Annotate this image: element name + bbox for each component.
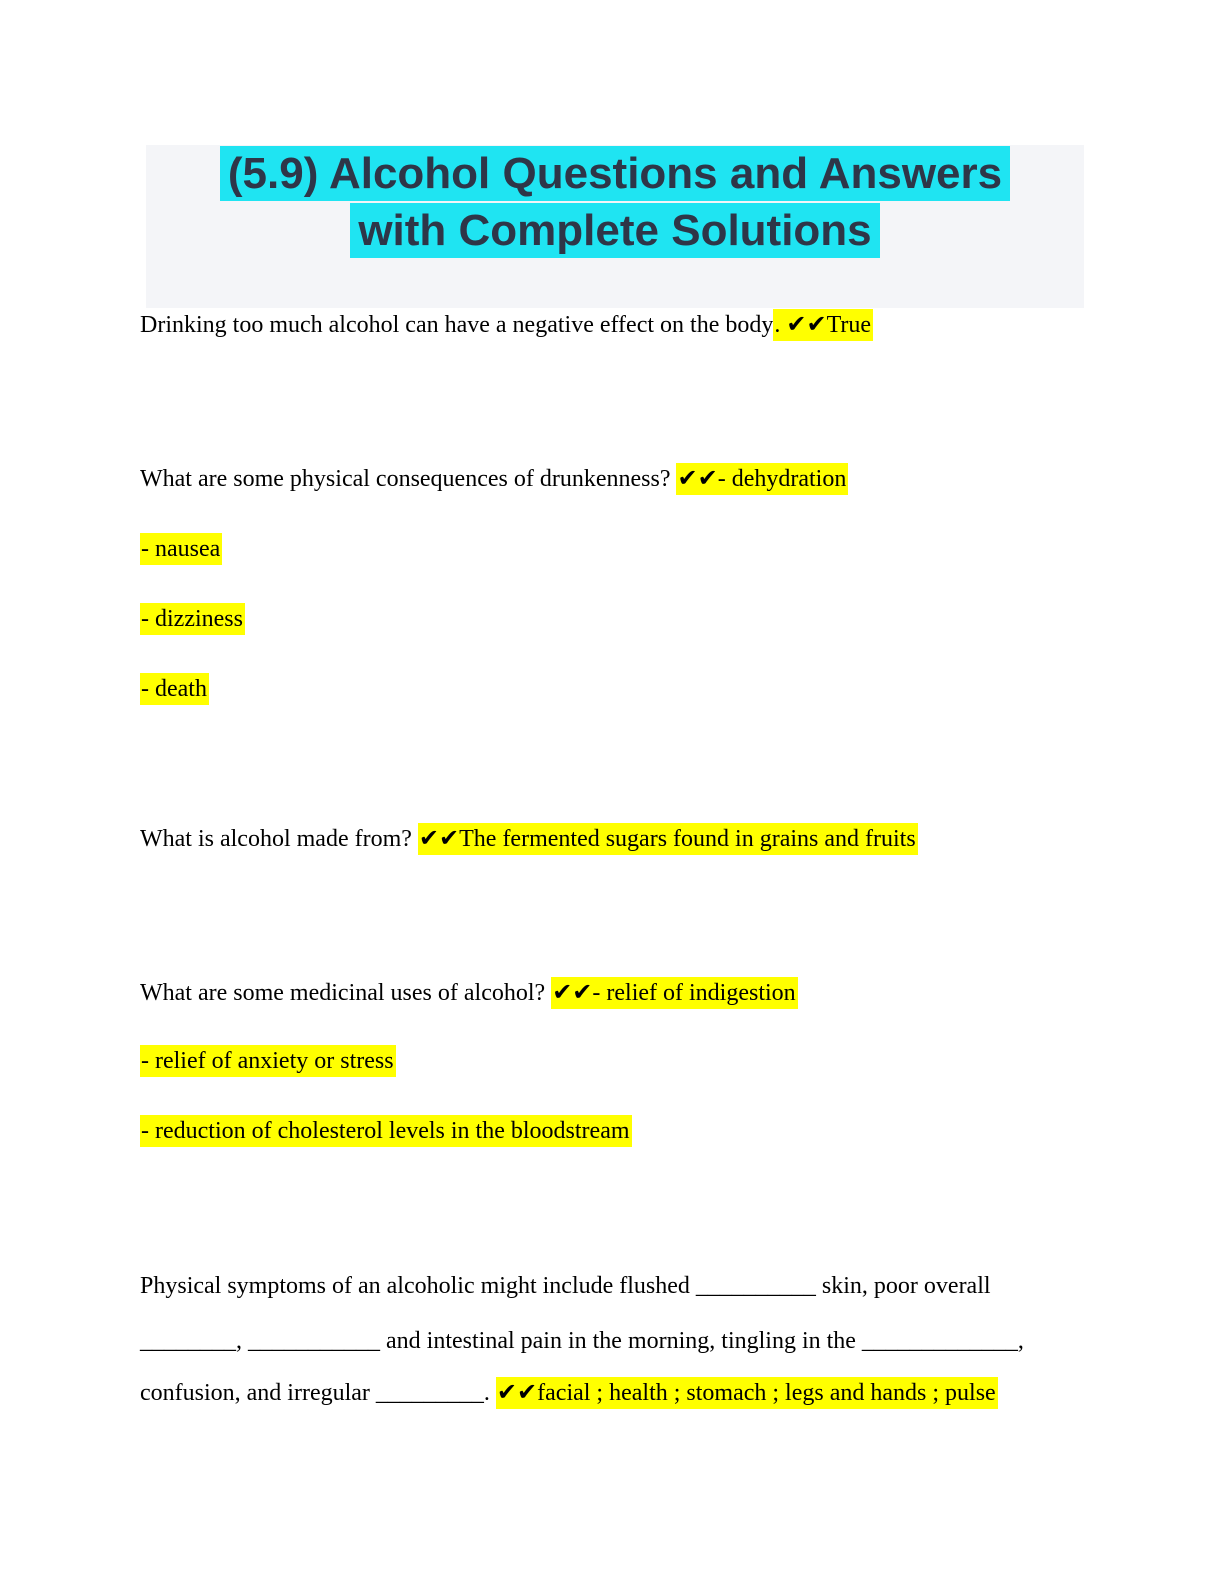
title-panel bbox=[146, 145, 1084, 308]
document-title-line2-row bbox=[146, 202, 1084, 259]
qa-line bbox=[140, 604, 1100, 634]
qa-line bbox=[140, 1271, 1100, 1301]
qa-line bbox=[140, 674, 1100, 704]
document-title-line1: (5.9) Alcohol Questions and Answers bbox=[220, 146, 1010, 201]
question-text: What is alcohol made from? bbox=[140, 826, 418, 852]
highlighted-answer: ✔✔- relief of indigestion bbox=[551, 977, 798, 1009]
highlighted-answer: - nausea bbox=[140, 533, 222, 565]
qa-line bbox=[140, 534, 1100, 564]
highlighted-answer: - relief of anxiety or stress bbox=[140, 1045, 396, 1077]
highlighted-answer: - death bbox=[140, 673, 209, 705]
question-text: confusion, and irregular _________. bbox=[140, 1380, 496, 1406]
qa-line bbox=[140, 1326, 1100, 1356]
question-text: ________, ___________ and intestinal pain in the morning, tingling in the _____________, bbox=[140, 1328, 1024, 1354]
document-title-line2: with Complete Solutions bbox=[350, 203, 879, 258]
qa-line bbox=[140, 310, 1100, 340]
question-text: Physical symptoms of an alcoholic might include flushed __________ skin, poor overall bbox=[140, 1273, 991, 1299]
qa-line bbox=[140, 1116, 1100, 1146]
question-text: What are some physical consequences of drunkenness? bbox=[140, 466, 677, 492]
highlighted-answer: ✔✔- dehydration bbox=[676, 463, 848, 495]
qa-line bbox=[140, 978, 1100, 1008]
qa-line bbox=[140, 1378, 1100, 1408]
document-title-line1-row bbox=[146, 145, 1084, 202]
highlighted-answer: ✔✔facial ; health ; stomach ; legs and hands ; pulse bbox=[496, 1377, 998, 1409]
question-text: Drinking too much alcohol can have a negative effect on the body bbox=[140, 312, 774, 338]
highlighted-answer: - reduction of cholesterol levels in the bloodstream bbox=[140, 1115, 632, 1147]
qa-line bbox=[140, 824, 1100, 854]
qa-line bbox=[140, 464, 1100, 494]
highlighted-answer: - dizziness bbox=[140, 603, 245, 635]
highlighted-answer: . ✔✔True bbox=[773, 309, 873, 341]
question-text: What are some medicinal uses of alcohol? bbox=[140, 980, 552, 1006]
highlighted-answer: ✔✔The fermented sugars found in grains and fruits bbox=[418, 823, 918, 855]
qa-line bbox=[140, 1046, 1100, 1076]
